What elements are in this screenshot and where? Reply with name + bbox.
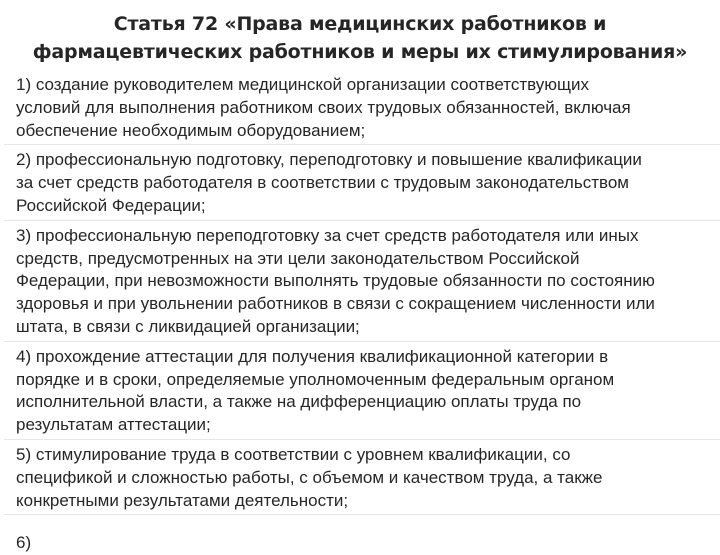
list-item-5 (16, 444, 712, 515)
article-title-line: фармацевтических работников и меры их стимулирования» (32, 41, 688, 63)
list-item-1 (16, 74, 712, 145)
list-item-line: 5) стимулирование труда в соответствии с уровнем квалификации, со (16, 444, 571, 464)
list-item-line: 2) профессиональную подготовку, переподготовку и повышение квалификации (16, 150, 642, 170)
list-item-line: порядке и в сроки, определяемые уполномоченным федеральным органом (16, 369, 615, 389)
list-item-line: средств, предусмотренных на эти цели законодательством Российской (16, 248, 580, 268)
list-item-line: 4) прохождение аттестации для получения квалификационной категории в (16, 346, 609, 366)
list-item-line: здоровья и при увольнении работников в связи с сокращением численности или (16, 294, 655, 314)
list-item-line: за счет средств работодателя в соответствии с трудовым законодательством (16, 173, 629, 193)
article-title (0, 10, 720, 66)
list-item-line: конкретными результатами деятельности; (16, 490, 349, 510)
list-item-line: обеспечение необходимым оборудованием; (16, 120, 366, 140)
list-item-line: Российской Федерации; (16, 195, 206, 215)
list-item-line: спецификой и сложностью работы, с объемом и качеством труда, а также (16, 467, 603, 487)
list-item-line: исполнительной власти, а также на дифференциацию оплаты труда по (16, 392, 582, 412)
list-item-line: условий для выполнения работником своих трудовых обязанностей, включая (16, 97, 631, 117)
article-items-list (16, 74, 712, 519)
list-item-line: 1) создание руководителем медицинской организации соответствующих (16, 75, 590, 94)
list-item-2 (16, 149, 712, 220)
list-item-4 (16, 346, 712, 440)
list-item-3 (16, 225, 712, 342)
article-title-line: Статья 72 «Права медицинских работников и (113, 13, 607, 35)
list-item-line: результатам аттестации; (16, 415, 211, 435)
list-item-6-partial: 6) (16, 533, 32, 552)
list-item-line: Федерации, при невозможности выполнять трудовые обязанности по состоянию (16, 271, 655, 291)
list-item-line: штата, в связи с ликвидацией организации; (16, 316, 360, 336)
list-item-line: 3) профессиональную переподготовку за счет средств работодателя или иных (16, 225, 639, 245)
